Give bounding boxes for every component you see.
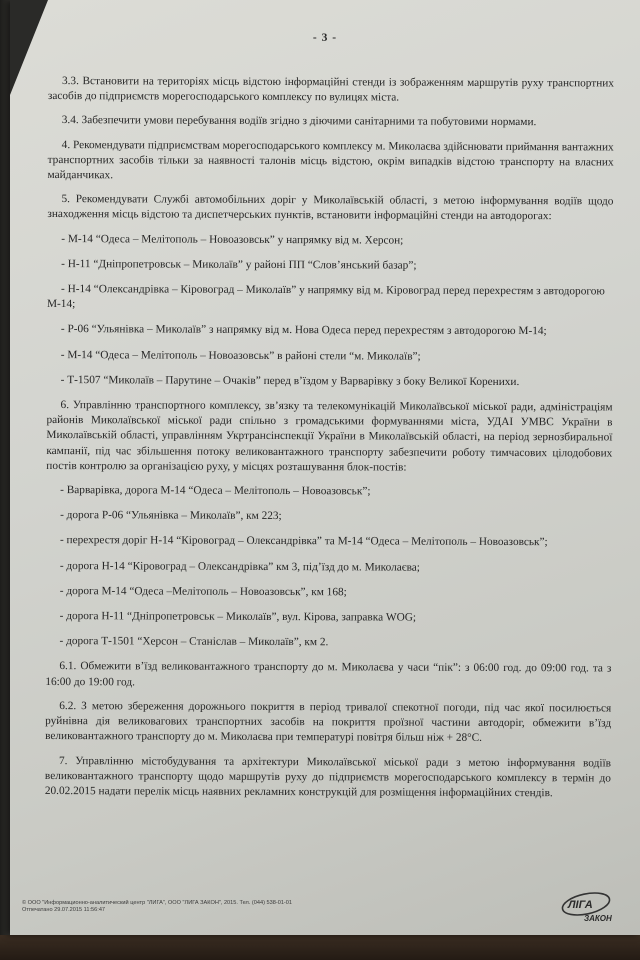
- road-item: - М-14 “Одеса – Мелітополь – Новоазовськ” у напрямку від м. Херсон;: [61, 232, 404, 247]
- paragraph-7: 7. Управлінню містобудування та архітектури Миколаївської міської ради з метою інформування водіїв великовантажного транспорту щодо маршрутів руху до підприємств морегосподарського комплексу в термін до 20.02.2015 надати перелік місць наявних рекламних конструкцій для розміщення інформаційних стендів.: [44, 754, 612, 800]
- paragraph-5: 5. Рекомендувати Службі автомобільних доріг у Миколаївській області, з метою інформування водіїв щодо знаходження місць відстою та диспетчерських пунктів, встановити інформаційні стенди на автодорогах:: [47, 193, 614, 223]
- road-item: - Т-1507 “Миколаїв – Парутине – Очаків” перед в’їздом у Варварівку з боку Великої Коренихи.: [60, 373, 520, 388]
- copyright-line: © ООО "Информационно-аналитический центр "ЛИГА", ООО "ЛИГА ЗАКОН", 2015. Тел. (044) 538-01-01: [22, 900, 293, 906]
- paragraph-3-3: 3.3. Встановити на територіях місць відстою інформаційні стенди із зображенням маршрутів руху транспортних засобів до підприємств морегосподарського комплексу по вулицях міста.: [47, 75, 614, 104]
- liga-zakon-logo: [558, 890, 622, 924]
- page-number: - 3 -: [312, 32, 338, 44]
- printed-timestamp: Отпечатано 29.07.2015 11:56:47: [22, 907, 106, 913]
- post-item: - дорога М-14 “Одеса –Мелітополь – Новоазовськ”, км 168;: [59, 584, 347, 599]
- logo-top-text: ЛІГА: [568, 899, 593, 911]
- folded-corner: [10, 0, 48, 95]
- post-item: - дорога Т-1501 “Херсон – Станіслав – Миколаїв”, км 2.: [59, 635, 329, 649]
- post-item: - дорога Н-14 “Кіровоград – Олександрівка” км 3, під’їзд до м. Миколаєва;: [59, 559, 420, 574]
- road-item: - Н-14 “Олександрівка – Кіровоград – Миколаїв” у напрямку від м. Кіровоград перед перехрестям з автодорогою М-14;: [46, 283, 605, 311]
- road-item: - Н-11 “Дніпропетровськ – Миколаїв” у районі ПП “Слов’янський базар”;: [61, 257, 417, 272]
- paragraph-3-4: 3.4. Забезпечити умови перебування водіїв згідно з діючими санітарними та побутовими нормами.: [61, 114, 537, 129]
- table-edge: [0, 935, 640, 960]
- footer: [22, 900, 542, 914]
- paragraph-6-1: 6.1. Обмежити в’їзд великовантажного транспорту до м. Миколаєва у часи “пік”: з 06:00 год. до 09:00 год. та з 16:00 до 19:00 год.: [45, 660, 612, 689]
- document-body: [45, 74, 614, 811]
- post-item: - дорога Н-11 “Дніпропетровськ – Миколаїв”, вул. Кірова, заправка WOG;: [59, 610, 417, 624]
- paragraph-6-2: 6.2. З метою збереження дорожнього покриття в період тривалої спекотної погоди, під час якої посилюється руйнівна дія великовагових транспортних засобів на покриття проїзної частини автодоріг, обмежити в’їзд великовантажного транспорту до м. Миколаєва при температурі повітря більш ніж + 28°С.: [45, 699, 612, 745]
- post-item: - перехрестя доріг Н-14 “Кіровоград – Олександрівка” та М-14 “Одеса – Мелітополь – Новоазовськ”;: [59, 534, 548, 549]
- road-item: - Р-06 “Ульянівка – Миколаїв” з напрямку від м. Нова Одеса перед перехрестям з автодорогою М-14;: [60, 323, 547, 338]
- paragraph-6: 6. Управлінню транспортного комплексу, зв’язку та телекомунікацій Миколаївської міської ради, адміністраціям районів Миколаївської міської ради спільно з громадськими формуваннями міста, УДАІ УМВС України в Миколаївській області, управлінням Укртрансінспекції України в Миколаївській області, на період зернозбиральної кампанії, під час збільшення потоку великовантажного транспорту забезпечити роботу тимчасових цілодобових постів контролю за організацією руху, у місцях розташування блок-постів:: [46, 399, 613, 474]
- paragraph-4: 4. Рекомендувати підприємствам морегосподарського комплексу м. Миколаєва здійснювати приймання вантажних транспортних засобів тільки за наявності талонів місць відстою, окрім випадків відстою транспорту на власних майданчиках.: [47, 138, 614, 182]
- road-item: - М-14 “Одеса – Мелітополь – Новоазовськ” в районі стели “м. Миколаїв”;: [60, 348, 421, 363]
- logo-bottom-text: ЗАКОН: [584, 914, 612, 923]
- post-item: - дорога Р-06 “Ульянівка – Миколаїв”, км 223;: [60, 509, 282, 523]
- post-item: - Варварівка, дорога М-14 “Одеса – Мелітополь – Новоазовськ”;: [60, 484, 371, 498]
- document-page: [10, 0, 640, 935]
